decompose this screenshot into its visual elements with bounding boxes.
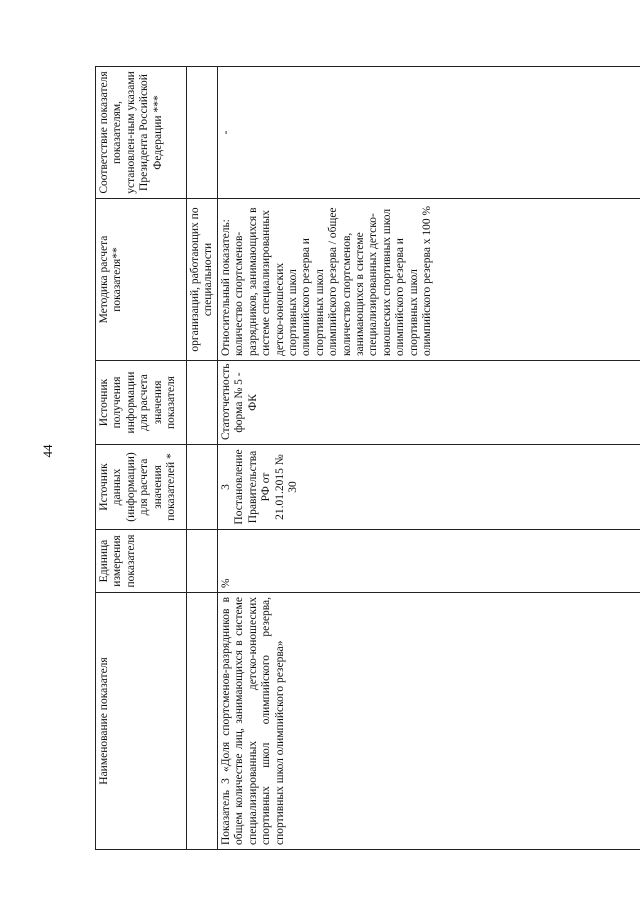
continuation-text: организаций, работающих по специальности — [187, 199, 218, 361]
header-unit: Единица измерения показателя — [96, 530, 187, 593]
indicator-unit: % — [218, 530, 640, 593]
source-data-text: Постановление Правительства РФ от 21.01.2015 № 30 — [233, 449, 300, 525]
header-row — [96, 67, 187, 850]
header-source-info: Источник получения информации для расчета значения показателя — [96, 361, 187, 445]
header-source-data: Источник данных (информации) для расчета значения показателей * — [96, 445, 187, 530]
continuation-row — [187, 67, 218, 850]
header-name: Наименование показателя — [96, 593, 187, 850]
indicator-method: Относительный показатель: количество спортсменов-разрядников, занимающихся в системе специализированных детско-юношеских спортивных школ олимпийского резерва и спортивных школ олимпийского резерва / общее количество спортсменов, занимающихся в системе специализированных детско-юношеских спортивных школ олимпийского резерва и спортивных школ олимпийского резерва х 100 % — [218, 199, 640, 361]
page-number: 44 — [40, 444, 55, 458]
header-compliance: Соответствие показателя показателям, установлен-ным указами Президента Российской Федерации *** — [96, 67, 187, 199]
header-method: Методика расчета показателя** — [96, 199, 187, 361]
indicator-table — [95, 66, 640, 850]
indicator-source-data — [218, 445, 640, 530]
rotated-table-container — [95, 67, 640, 850]
source-data-number: 3 — [220, 484, 232, 490]
table-row — [218, 67, 640, 850]
indicator-source-info: Статотчетность форма № 5 - ФК — [218, 361, 640, 445]
indicator-name: Показатель 3 «Доля спортсменов-разрядников в общем количестве лиц, занимающихся в системе специализированных детско-юношеских спортивных школ олимпийского резерва, спортивных школ олимпийского резерва» — [218, 593, 640, 850]
indicator-compliance: - — [218, 67, 640, 199]
